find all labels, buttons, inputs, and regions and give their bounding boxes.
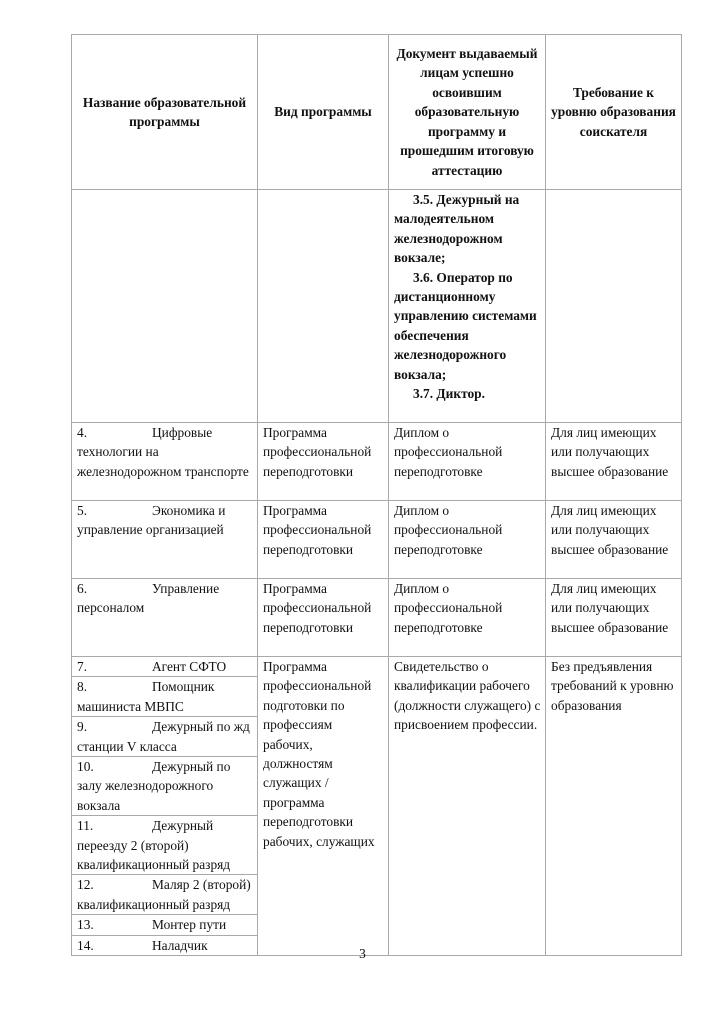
header-program-type: Вид программы bbox=[258, 35, 389, 190]
program-type: Программа профессиональной переподготовки bbox=[258, 579, 389, 657]
program-name: Монтер пути bbox=[152, 917, 227, 933]
table-row bbox=[72, 423, 682, 501]
list-item bbox=[72, 657, 257, 677]
empty-cell bbox=[258, 190, 389, 423]
group-names-list bbox=[72, 657, 257, 955]
header-document: Документ выдаваемый лицам успешно освоившим образовательную программу и прошедшим итоговую аттестацию bbox=[389, 35, 546, 190]
list-item: 3.5. Дежурный на малодеятельном железнодорожном вокзале; bbox=[394, 192, 520, 266]
row-number: 12. bbox=[77, 877, 94, 893]
requirement: Для лиц имеющих или получающих высшее образование bbox=[546, 423, 682, 501]
empty-cell bbox=[546, 190, 682, 423]
program-name: Дежурный по жд станции V класса bbox=[77, 719, 250, 754]
program-name: Экономика и управление организацией bbox=[77, 503, 226, 538]
document: Диплом о профессиональной переподготовке bbox=[389, 501, 546, 579]
program-name: Дежурный по залу железнодорожного вокзала bbox=[77, 759, 231, 813]
row-number: 7. bbox=[77, 659, 88, 674]
list-item bbox=[72, 757, 257, 816]
page-number: 3 bbox=[359, 946, 366, 961]
programs-table bbox=[71, 34, 682, 956]
continuation-list bbox=[389, 190, 546, 423]
list-item bbox=[72, 717, 257, 757]
program-name: Помощник машиниста МВПС bbox=[77, 679, 215, 714]
list-item bbox=[72, 915, 257, 935]
row-number: 14. bbox=[77, 937, 94, 953]
program-name-cell bbox=[72, 501, 258, 579]
requirement: Без предъявления требований к уровню образования bbox=[546, 657, 682, 956]
list-item: 3.6. Оператор по дистанционному управлению системами обеспечения железнодорожного вокзала; bbox=[394, 269, 537, 382]
row-number: 5. bbox=[77, 503, 88, 518]
table-row-continuation bbox=[72, 190, 682, 423]
list-item bbox=[72, 875, 257, 915]
program-name: Агент СФТО bbox=[152, 659, 227, 674]
row-number: 8. bbox=[77, 679, 88, 695]
program-name-cell bbox=[72, 579, 258, 657]
program-name: Дежурный переезду 2 (второй) квалификационный разряд bbox=[77, 818, 231, 873]
empty-cell bbox=[72, 190, 258, 423]
header-requirement: Требование к уровню образования соискателя bbox=[546, 35, 682, 190]
table-row bbox=[72, 579, 682, 657]
row-number: 11. bbox=[77, 818, 94, 834]
program-name: Наладчик bbox=[152, 937, 208, 953]
row-number: 6. bbox=[77, 581, 88, 596]
table-row bbox=[72, 501, 682, 579]
header-program-name: Название образовательной программы bbox=[72, 35, 258, 190]
program-type: Программа профессиональной переподготовки bbox=[258, 501, 389, 579]
list-item bbox=[72, 816, 257, 875]
row-number: 10. bbox=[77, 759, 94, 775]
row-number: 9. bbox=[77, 719, 88, 735]
table-row-group bbox=[72, 657, 682, 956]
document: Свидетельство о квалификации рабочего (должности служащего) с присвоением профессии. bbox=[389, 657, 546, 956]
list-item bbox=[72, 677, 257, 717]
program-type: Программа профессиональной переподготовки bbox=[258, 423, 389, 501]
row-number: 4. bbox=[77, 425, 88, 440]
row-number: 13. bbox=[77, 917, 94, 933]
group-names-cell bbox=[72, 657, 258, 956]
program-type: Программа профессиональной подготовки по профессиям рабочих, должностям служащих / программа переподготовки рабочих, служащих bbox=[258, 657, 389, 956]
list-item: 3.7. Диктор. bbox=[413, 386, 485, 402]
program-name: Цифровые технологии на железнодорожном транспорте bbox=[77, 425, 249, 479]
requirement: Для лиц имеющих или получающих высшее образование bbox=[546, 579, 682, 657]
program-name: Маляр 2 (второй) квалификационный разряд bbox=[77, 877, 251, 912]
table-header-row bbox=[72, 35, 682, 190]
requirement: Для лиц имеющих или получающих высшее образование bbox=[546, 501, 682, 579]
program-name-cell bbox=[72, 423, 258, 501]
document: Диплом о профессиональной переподготовке bbox=[389, 423, 546, 501]
program-name: Управление персоналом bbox=[77, 581, 220, 616]
document: Диплом о профессиональной переподготовке bbox=[389, 579, 546, 657]
